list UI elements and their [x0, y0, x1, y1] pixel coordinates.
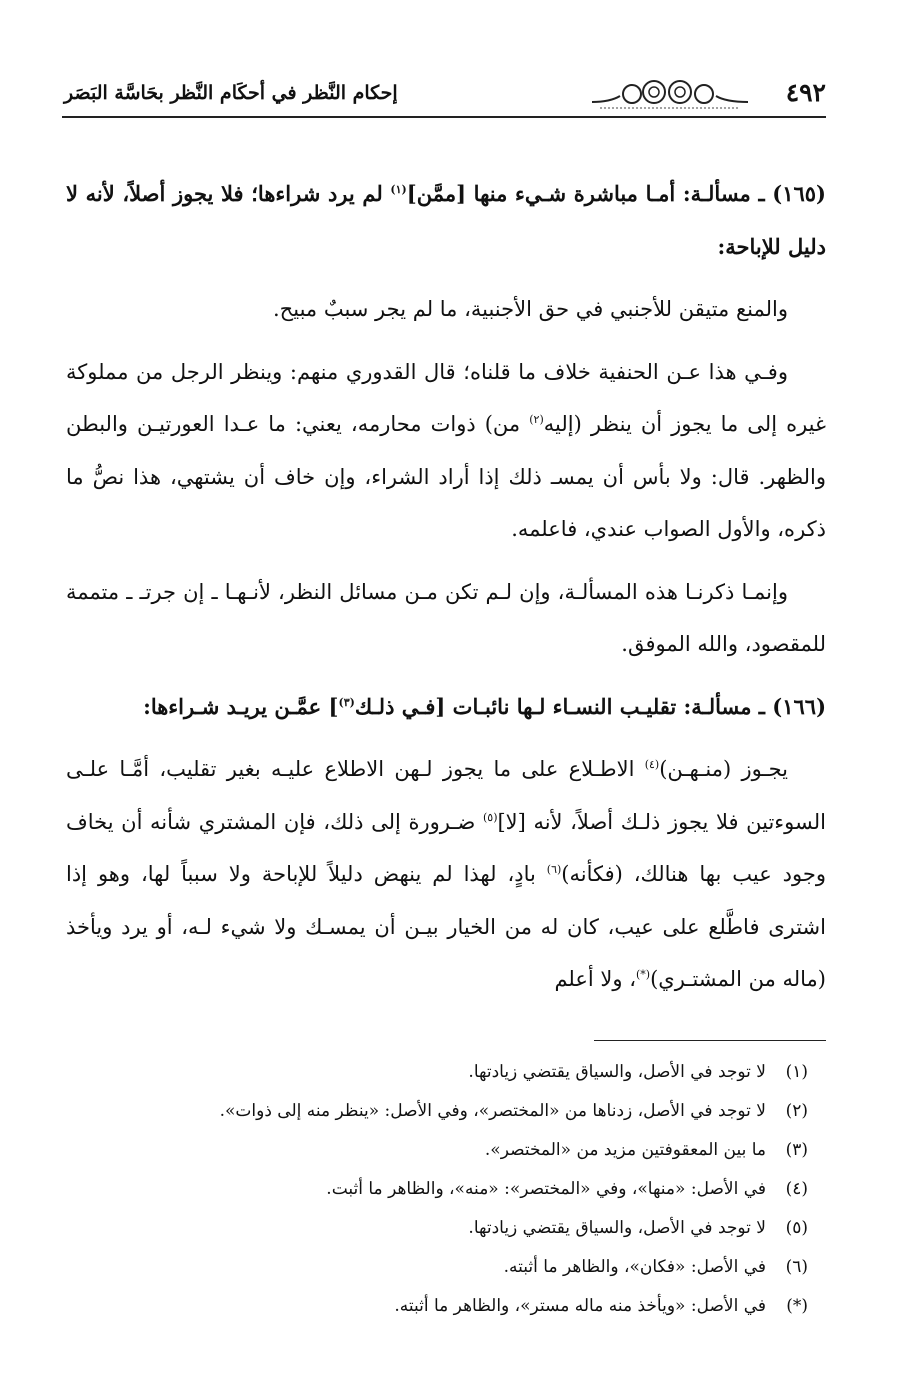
footnote-ref: (٦) — [546, 863, 562, 876]
running-header — [62, 72, 826, 118]
section-heading-165: (١٦٥) ـ مسألـة: أمـا مباشرة شـيء منها [ممَّن]$^{(١)}$ لم يرد شراءها؛ فلا يجوز أصلاً، لأنه لا دليل للإباحة: — [66, 181, 826, 259]
footnote: (٢)لا توجد في الأصل، زدناها من «المختصر»، وفي الأصل: «ينظر منه إلى ذوات». — [219, 1101, 808, 1121]
paragraph: وإنمـا ذكرنـا هذه المسألـة، وإن لـم تكن مـن مسائل النظر، لأنـهـا ـ إن جرتـ ـ متممة للمقصود، والله الموفق. — [66, 579, 826, 656]
footnote-ref: (٥) — [482, 810, 498, 824]
footnote-ref: (*) — [636, 968, 651, 981]
footnote: (*)في الأصل: «ويأخذ منه ماله مستر»، والظاهر ما أثبته. — [394, 1296, 808, 1316]
page-number: ٤٩٢ — [785, 78, 826, 107]
footnote-ref: (٢) — [529, 413, 544, 426]
footnote-divider — [594, 1040, 826, 1041]
header-rule — [62, 116, 826, 118]
footnote: (٤)في الأصل: «منها»، وفي «المختصر»: «منه»، والظاهر ما أثبت. — [326, 1179, 808, 1199]
paragraph: وفـي هذا عـن الحنفية خلاف ما قلناه؛ قال القدوري منهم: وينظر الرجل من مملوكة غيره إلى ما يجوز أن ينظر (إليه$^{(٢)}$ من) ذوات محارمه، يعني: ما عـدا العورتيـن والبطن والظهر. قال: ولا بأس أن يمسـ ذلك إذا أراد الشراء، وإن خاف أن يشتهي، هذا نصُّ ما ذكره، والأول الصواب عندي، فاعلمه. — [66, 359, 826, 541]
footnote-ref: (٤) — [644, 758, 660, 771]
footnotes — [66, 1053, 808, 1326]
footnote: (٥)لا توجد في الأصل، والسياق يقتضي زيادتها. — [468, 1218, 808, 1238]
footnote: (٦)في الأصل: «فكان»، والظاهر ما أثبته. — [503, 1257, 808, 1277]
footnote: (١)لا توجد في الأصل، والسياق يقتضي زيادتها. — [468, 1062, 808, 1082]
ornament-icon — [590, 76, 750, 110]
footnote-ref: (١) — [390, 183, 407, 196]
paragraph: يجـوز (منـهـن)$^{(٤)}$ الاطـلاع على ما يجوز لـهن الاطلاع عليـه بغير تقليب، أمَّـا علـى السوءتين فلا يجوز ذلـك أصلاً، لأنه [لا]$^{(٥)}$ ضـرورة إلى ذلك، فإن المشتري شأنه أن يخاف وجود عيب بها هنالك، (فكأنه)$^{(٦)}$ بادٍ، لهذا لم ينهض دليلاً للإباحة ولا سبباً لها، وهو إذا اشترى فاطَّلع على عيب، كان له من الخيار بيـن أن يمسـك ولا شيء لـه، أو يرد ويأخذ (ماله من المشتـري)(*)، ولا أعلم — [66, 757, 826, 991]
footnote-ref: (٣) — [338, 695, 355, 709]
header-title: إحكام النَّظر في أحكَام النَّظر بحَاسَّة البَصَر — [64, 82, 398, 104]
main-text — [66, 168, 826, 1012]
footnote: (٣)ما بين المعقوفتين مزيد من «المختصر». — [484, 1140, 808, 1160]
paragraph: والمنع متيقن للأجنبي في حق الأجنبية، ما لم يجر سببٌ مبيح. — [273, 297, 788, 321]
section-heading-166: (١٦٦) ـ مسألـة: تقليـب النسـاء لـها نائبـات [فـي ذلـك$^{(٣)}$] عمَّـن يريـد شـراءها: — [143, 693, 826, 719]
